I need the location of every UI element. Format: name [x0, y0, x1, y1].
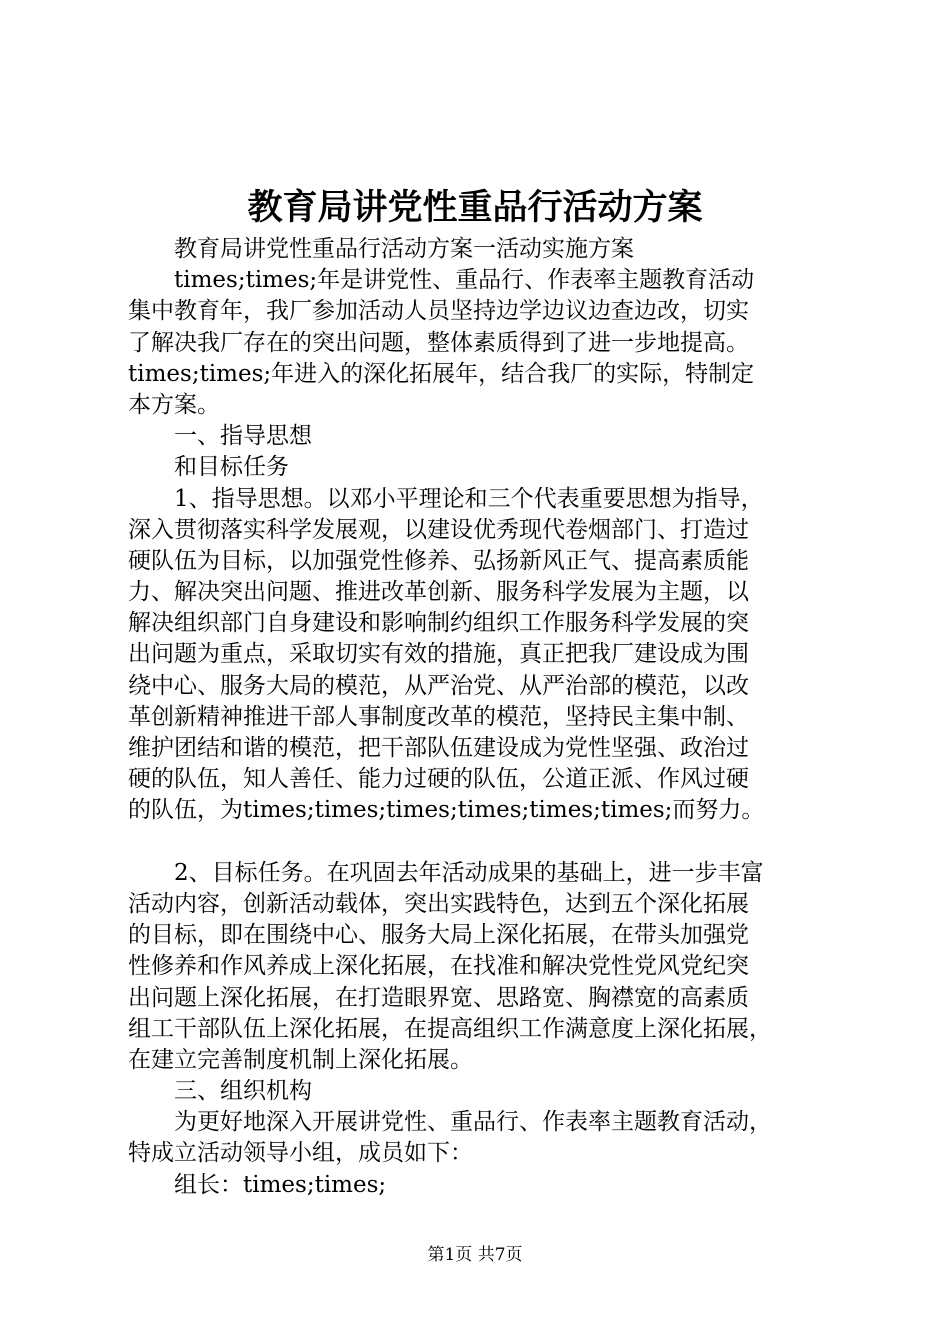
text-line: 力、解决突出问题、推进改革创新、服务科学发展为主题，以	[128, 579, 749, 606]
text-line: 2、目标任务。在巩固去年活动成果的基础上，进一步丰富	[128, 859, 764, 886]
text-line: 深入贯彻落实科学发展观，以建设优秀现代卷烟部门、打造过	[128, 516, 749, 543]
text-line: 集中教育年，我厂参加活动人员坚持边学边议边查边改，切实	[128, 298, 749, 325]
text-line: 在建立完善制度机制上深化拓展。	[128, 1046, 473, 1073]
text-line: 和目标任务	[128, 454, 289, 481]
text-line: 革创新精神推进干部人事制度改革的模范，坚持民主集中制、	[128, 703, 749, 730]
text-line: 出问题为重点，采取切实有效的措施，真正把我厂建设成为围	[128, 641, 749, 668]
text-line: 活动内容，创新活动载体，突出实践特色，达到五个深化拓展	[128, 890, 749, 917]
page-footer: 第1页 共7页	[427, 1245, 523, 1265]
text-line: 维护团结和谐的模范，把干部队伍建设成为党性坚强、政治过	[128, 735, 749, 761]
text-line: 的队伍，为times;times;times;times;times;times;而努力。	[128, 797, 765, 824]
text-line: 解决组织部门自身建设和影响制约组织工作服务科学发展的突	[128, 610, 749, 637]
text-line: 硬队伍为目标，以加强党性修养、弘扬新风正气、提高素质能	[128, 547, 749, 574]
text-line: times;times;年是讲党性、重品行、作表率主题教育活动	[128, 267, 755, 294]
text-line: 硬的队伍，知人善任、能力过硬的队伍，公道正派、作风过硬	[128, 766, 749, 793]
text-line: 的目标，即在围绕中心、服务大局上深化拓展，在带头加强党	[128, 922, 749, 949]
text-line: 为更好地深入开展讲党性、重品行、作表率主题教育活动，	[128, 1109, 772, 1136]
text-line: 本方案。	[128, 391, 220, 418]
text-line: 一、指导思想	[128, 423, 312, 450]
document-title: 教育局讲党性重品行活动方案	[247, 187, 703, 228]
text-line: 1、指导思想。以邓小平理论和三个代表重要思想为指导，	[128, 485, 764, 512]
text-line: 性修养和作风养成上深化拓展，在找准和解决党性党风党纪突	[128, 953, 749, 980]
text-line: 组长：times;times;	[128, 1171, 387, 1198]
text-line: 绕中心、服务大局的模范，从严治党、从严治部的模范，以改	[128, 672, 749, 699]
text-line: 出问题上深化拓展，在打造眼界宽、思路宽、胸襟宽的高素质	[128, 984, 749, 1011]
text-line: 组工干部队伍上深化拓展，在提高组织工作满意度上深化拓展，	[128, 1015, 772, 1042]
text-line: 特成立活动领导小组，成员如下：	[128, 1140, 473, 1167]
blank-line	[128, 827, 840, 858]
text-line: 了解决我厂存在的突出问题，整体素质得到了进一步地提高。	[128, 329, 749, 356]
text-line: times;times;年进入的深化拓展年，结合我厂的实际，特制定	[128, 360, 755, 387]
document-body	[128, 234, 840, 1201]
text-line: 教育局讲党性重品行活动方案一活动实施方案	[128, 236, 634, 262]
text-line: 三、组织机构	[128, 1078, 312, 1105]
